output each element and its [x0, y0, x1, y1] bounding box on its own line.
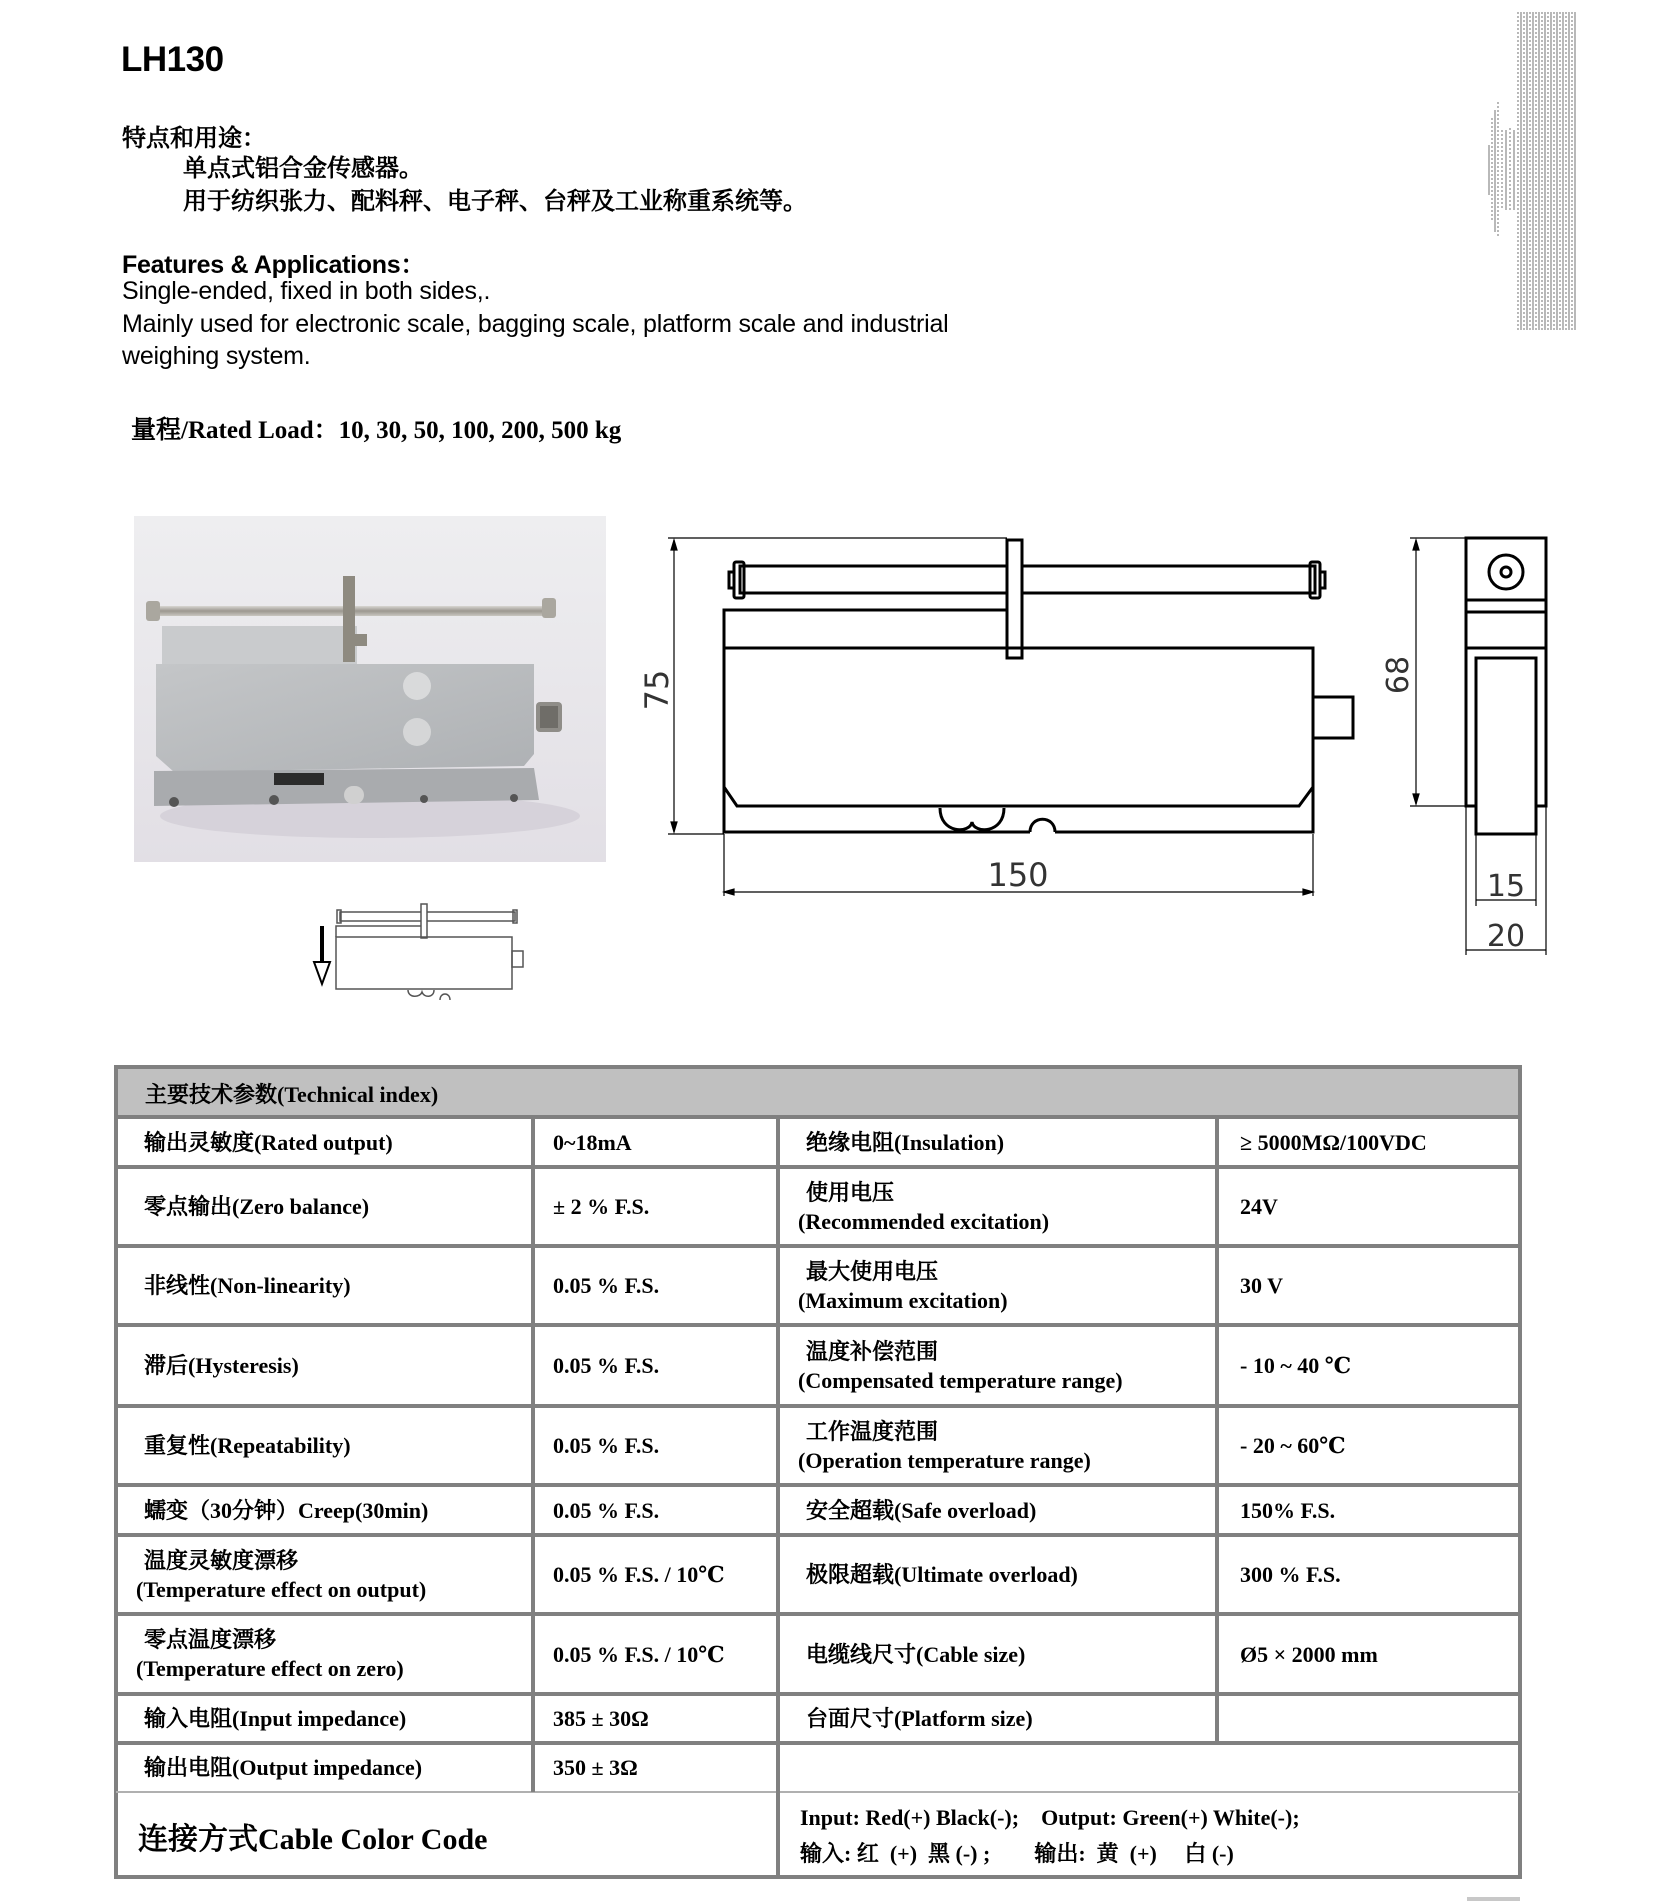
table-cell-label-3: [806, 1488, 1211, 1532]
table-cell-text: (Maximum excitation): [798, 1287, 1008, 1313]
table-row-divider: [116, 1323, 1520, 1327]
table-cell-text: 使用电压: [806, 1179, 895, 1205]
table-border-top: [114, 1065, 1522, 1069]
technical-drawing-front: [640, 530, 1370, 930]
table-cell-text: - 10 ~ 40 ℃: [1240, 1353, 1352, 1378]
table-cell-value-4: [1240, 1249, 1510, 1322]
table-row-divider: [116, 1404, 1520, 1408]
table-cell-text: 0.05 % F.S.: [553, 1273, 660, 1298]
table-cell-value-2: [553, 1697, 768, 1740]
table-row-divider: [116, 1533, 1520, 1537]
table-cell-text: 绝缘电阻(Insulation): [806, 1129, 1005, 1155]
table-cell-value-2: [553, 1328, 768, 1403]
table-cell-label-1: [136, 1538, 524, 1611]
table-cell-label-1: [136, 1617, 524, 1691]
table-cell-text: 零点输出(Zero balance): [144, 1194, 370, 1219]
table-cell-text: - 20 ~ 60℃: [1240, 1433, 1346, 1458]
table-cell-label-3: [806, 1538, 1211, 1611]
table-cell-value-4: [1240, 1538, 1510, 1611]
table-cell-text: 温度补偿范围: [806, 1338, 939, 1364]
table-cell-text: 0~18mA: [553, 1129, 632, 1155]
table-cell-label-1: [144, 1488, 524, 1532]
table-cell-value-2: [553, 1120, 768, 1164]
table-border-right: [1518, 1065, 1522, 1879]
table-cell-text: (Compensated temperature range): [798, 1367, 1123, 1393]
table-cell-text: 最大使用电压: [806, 1258, 939, 1284]
dim-length-label: 150: [987, 856, 1049, 894]
table-cell-value-4: [1240, 1746, 1510, 1789]
table-cell-text: 蠕变（30分钟）Creep(30min): [144, 1497, 429, 1523]
table-row-divider: [116, 1791, 1520, 1793]
table-cell-label-1: [144, 1170, 524, 1243]
table-row-divider: [116, 1244, 1520, 1248]
table-cell-label-1: [144, 1120, 524, 1164]
drawing-post: [1007, 540, 1022, 658]
table-cell-text: 150% F.S.: [1240, 1497, 1336, 1523]
table-cell-text: (Recommended excitation): [798, 1208, 1050, 1234]
table-cell-text: 0.05 % F.S.: [553, 1353, 660, 1378]
cable-color-en: Input: Red(+) Black(-); Output: Green(+) White(-);: [800, 1805, 1300, 1830]
table-cell-text: (Temperature effect on zero): [136, 1656, 404, 1681]
table-cell-label-3: [798, 1409, 1211, 1482]
product-photo: [134, 516, 606, 862]
dim-height-label: 75: [638, 669, 676, 711]
side-outer-width-label: 20: [1486, 919, 1526, 954]
table-cell-text: 0.05 % F.S. / 10℃: [553, 1641, 725, 1667]
table-cell-value-2: [553, 1538, 768, 1611]
table-cell-value-2: [553, 1488, 768, 1532]
features-cn-line: 用于纺织张力、配料秤、电子秤、台秤及工业称重系统等。: [183, 189, 807, 215]
technical-drawing-side: [1381, 530, 1580, 955]
table-cell-label-1: [144, 1697, 524, 1740]
table-cell-label-3: [806, 1120, 1211, 1164]
table-cell-text: 安全超载(Safe overload): [806, 1497, 1037, 1523]
table-cell-text: 电缆线尺寸(Cable size): [806, 1641, 1026, 1667]
table-cell-label-3: [806, 1746, 1211, 1789]
table-cell-text: ≥ 5000MΩ/100VDC: [1240, 1129, 1427, 1155]
table-col-divider: [531, 1117, 535, 1792]
table-cell-value-2: [553, 1746, 768, 1789]
table-header-title: 主要技术参数(Technical index): [145, 1082, 439, 1107]
table-cell-value-2: [553, 1170, 768, 1243]
table-cell-label-3: [798, 1328, 1211, 1403]
table-cell-label-3: [806, 1617, 1211, 1691]
table-cell-text: 输出电阻(Output impedance): [144, 1755, 423, 1780]
table-cell-value-2: [553, 1249, 768, 1322]
table-cell-text: 零点温度漂移: [144, 1627, 277, 1652]
decorative-stripes: [1486, 10, 1582, 332]
table-row-divider: [116, 1692, 1520, 1696]
table-cell-label-3: [798, 1170, 1211, 1243]
table-cell-text: 300 % F.S.: [1240, 1562, 1341, 1587]
table-cell-text: 30 V: [1240, 1273, 1283, 1298]
features-en-line: weighing system.: [122, 342, 311, 370]
cable-color-code-desc: [800, 1800, 1300, 1872]
table-cell-text: 0.05 % F.S. / 10℃: [553, 1562, 725, 1587]
table-cell-text: ± 2 % F.S.: [553, 1194, 650, 1219]
table-cell-text: 385 ± 30Ω: [553, 1706, 649, 1731]
product-title: LH130: [121, 40, 224, 79]
table-cell-text: 350 ± 3Ω: [553, 1755, 638, 1780]
features-en-line: Single-ended, fixed in both sides,.: [122, 277, 491, 305]
table-cell-label-1: [144, 1249, 524, 1322]
table-cell-label-3: [798, 1249, 1211, 1322]
table-cell-value-4: [1240, 1120, 1510, 1164]
table-cell-value-2: [553, 1617, 768, 1691]
table-cell-label-1: [144, 1328, 524, 1403]
table-cell-value-2: [553, 1409, 768, 1482]
table-cell-text: 工作温度范围: [806, 1418, 939, 1444]
table-cell-text: 温度灵敏度漂移: [144, 1547, 299, 1573]
table-cell-label-1: [144, 1746, 524, 1789]
table-cell-text: 重复性(Repeatability): [144, 1433, 351, 1458]
page-edge-mark: [1467, 1897, 1520, 1901]
table-cell-text: 输入电阻(Input impedance): [144, 1706, 407, 1731]
table-cell-text: 0.05 % F.S.: [553, 1497, 660, 1523]
table-border-bottom: [114, 1875, 1522, 1879]
table-cell-text: 输出灵敏度(Rated output): [144, 1129, 393, 1155]
table-cell-label-3: [806, 1697, 1211, 1740]
table-cell-text: Ø5 × 2000 mm: [1240, 1641, 1378, 1667]
table-cell-value-4: [1240, 1170, 1510, 1243]
table-cell-text: 极限超载(Ultimate overload): [806, 1562, 1078, 1587]
features-en-line: Mainly used for electronic scale, bagging scale, platform scale and industrial: [122, 310, 949, 338]
table-row-divider: [116, 1115, 1520, 1119]
table-cell-text: 0.05 % F.S.: [553, 1433, 660, 1458]
table-col-divider: [776, 1117, 780, 1878]
rated-load: 量程/Rated Load：10, 30, 50, 100, 200, 500 kg: [131, 417, 622, 444]
side-inner-width-label: 15: [1486, 869, 1526, 904]
table-cell-text: 24V: [1240, 1194, 1278, 1219]
table-row-divider: [116, 1165, 1520, 1169]
table-border-left: [114, 1065, 118, 1879]
drawing-rod: [740, 566, 1315, 593]
table-cell-text: (Operation temperature range): [798, 1447, 1091, 1473]
load-direction-diagram: [310, 900, 530, 1000]
table-cell-text: 滞后(Hysteresis): [144, 1353, 299, 1378]
table-cell-label-1: [144, 1409, 524, 1482]
table-cell-value-4: [1240, 1488, 1510, 1532]
table-cell-text: 非线性(Non-linearity): [144, 1273, 351, 1298]
table-cell-value-4: [1240, 1328, 1510, 1403]
side-height-label: 68: [1381, 655, 1416, 695]
table-cell-value-4: [1240, 1409, 1510, 1482]
features-en-heading: Features & Applications：: [122, 251, 426, 279]
drawing-connector: [1313, 697, 1353, 738]
table-cell-text: 台面尺寸(Platform size): [806, 1706, 1033, 1731]
cable-color-cn: 输入: 红 (+) 黑 (-) ; 输出: 黄 (+) 白 (-): [800, 1841, 1234, 1866]
table-cell-text: (Temperature effect on output): [136, 1576, 427, 1602]
arrow-down-icon: [314, 926, 330, 984]
table-cell-value-4: [1240, 1697, 1510, 1740]
table-cell-value-4: [1240, 1617, 1510, 1691]
features-cn-heading: 特点和用途：: [122, 126, 266, 152]
drawing-body: [724, 648, 1313, 806]
table-row-divider: [116, 1612, 1520, 1616]
cable-color-code-title: 连接方式Cable Color Code: [138, 1822, 488, 1856]
table-col-divider: [1215, 1117, 1219, 1743]
table-row-divider: [116, 1483, 1520, 1487]
table-row-divider: [116, 1741, 1520, 1745]
features-cn-line: 单点式铝合金传感器。: [183, 156, 423, 182]
